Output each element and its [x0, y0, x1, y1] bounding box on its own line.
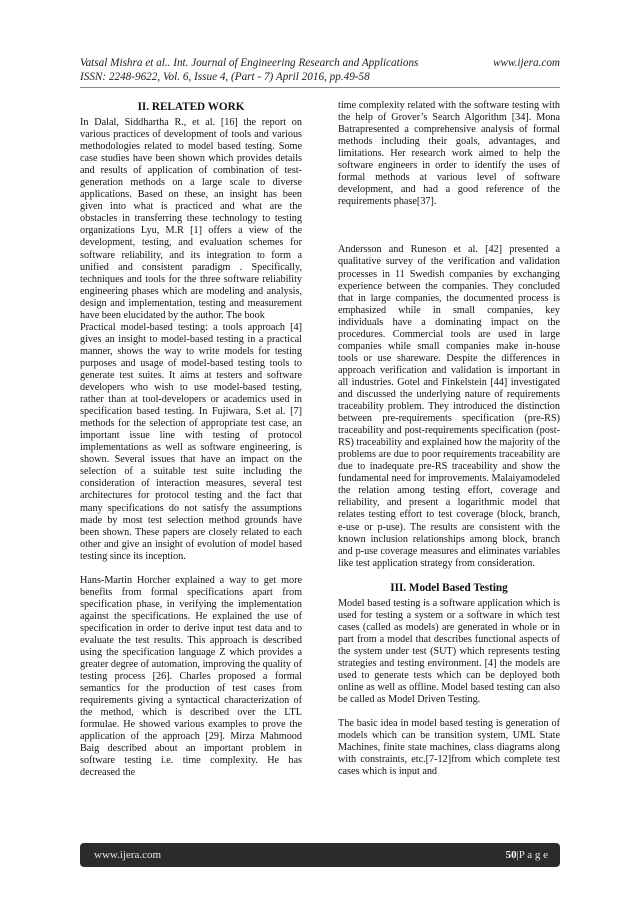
page-label: |P a g e	[516, 849, 548, 861]
paragraph: In Dalal, Siddhartha R., et al. [16] the report on various practices of development of tools and various methodologies related to model based testing. Some case studies have been shown which provides details and results of application of combination of test-generation methods on a large scale to diverse applications. Based on these, an insight has been given into what is practiced and what are the obstacles in transferring these technology to testing organizations Lyu, M.R [1] offers a view of the development, testing, and evaluation schemes for software reliability, and its integration to form a unified and consistent paradigm . Specifically, techniques and tools for the three software reliability engineering phases which are modeling and analysis, design and implementation, testing and measurement have been elucidated by the author. The book	[80, 117, 302, 321]
journal-citation: Vatsal Mishra et al.. Int. Journal of Engineering Research and Applications	[80, 57, 419, 69]
paragraph: Hans-Martin Horcher explained a way to get more benefits from formal specifications apart from specification phase, in verifying the implementation against the specifications. He explained the use of specification in order to derive input test data and to evaluate the test results. This approach is described using the specification language Z which provides a greater degree of automation, improving the quality of testing process [26]. Charles proposed a formal semantics for the production of test cases from requirements giving a syntactical characterization of the method, which is described over the LTL formulae. He showed various examples to prove the application of the approach [29]. Mirza Mahmood Baig described about an important problem in software testing i.e. time complexity. He has decreased the	[80, 574, 302, 779]
footer-website[interactable]: www.ijera.com	[94, 849, 162, 861]
footer-page-number	[506, 849, 548, 861]
page-header	[80, 56, 560, 84]
section-heading-related-work: II. RELATED WORK	[137, 101, 245, 113]
paragraph: Model based testing is a software application which is used for testing a system or a software in which test cases (called as models) are generated in whole or in part from a model that describes functional aspects of the system under test (SUT) which represents testing strategies and testing environment. [4] the models are used to generate tests which can be deployed both online as well as offline. Model based testing can also be called as Model Driven Testing.	[338, 597, 560, 706]
right-column	[338, 100, 560, 778]
header-rule	[80, 87, 560, 88]
paragraph: The basic idea in model based testing is generation of models which can be transition system, UML State Machines, finite state machines, class diagrams along with constraints, etc.[7-12]from which complete test cases which is input and	[338, 718, 560, 778]
page-number: 50	[505, 849, 517, 861]
paragraph: time complexity related with the software testing with the help of Grover’s Search Algorithm [34]. Mona Batrapresented a comprehensive analysis of formal methods including their goals, advantages, and limitations. Her research work aimed to help the software engineers in order to identify the uses of formal methods at various level of software development, and had a good reference of the requirements phase[37].	[338, 100, 560, 208]
page-footer	[80, 843, 560, 867]
section-heading-model-based-testing: III. Model Based Testing	[390, 581, 508, 594]
journal-website[interactable]: www.ijera.com	[493, 57, 560, 69]
left-column	[80, 100, 302, 780]
paragraph: Andersson and Runeson et al. [42] presented a qualitative survey of the verification and validation processes in 11 Swedish companies by exchanging experience between the companies. They concluded that in large companies, the documented process is emphasized while in small companies, key individuals have a dominating impact on the procedures. Commercial tools are used in large companies while small companies make in-house tools or use shareware. Despite the differences in approach verification and validation is important in all industries. Gotel and Finkelstein [44] investigated and discussed the underlying nature of requirements traceability problem. They introduced the distinction between pre-requirements specification (pre-RS) traceability and post-requirements specification (post-RS) traceability and explained how the majority of the problems are due to poor requirements traceability are due to inadequate pre-RS traceability and show the fundamental need for improvements. Malaiyamodeled the relation among testing effort, coverage and reliability, and present a logarithmic model that relates testing effort to test coverage (block, branch, e-use or p-use). The results are consistent with the known inclusion relationships among block, branch and p-use coverage measures and eliminates variables like test application strategy from consideration.	[338, 244, 560, 569]
paragraph: Practical model-based testing: a tools approach [4] gives an insight to model-based testing in a practical manner, shows the way to write models for testing purposes and usage of model-based testing tools to generate test suites. It aims at testers and software developers who wish to use model-based testing, rather than at tool-developers or academics used in specification based testing. In Fujiwara, S.et al. [7] methods for the selection of appropriate test case, an important issue line with testing of protocol implementations as well as software engineering, is shown. Several issues that have an impact on the selection of a suitable test suite including the consideration of interaction measures, several test architectures for protocol testing and the fact that many specifications do not satisfy the assumptions made by most test selection method grounds have been shown. These papers are closely related to each other and give an insight of evolution of model based testing since its inception.	[80, 321, 302, 562]
issn-line: ISSN: 2248-9622, Vol. 6, Issue 4, (Part - 7) April 2016, pp.49-58	[80, 71, 370, 83]
